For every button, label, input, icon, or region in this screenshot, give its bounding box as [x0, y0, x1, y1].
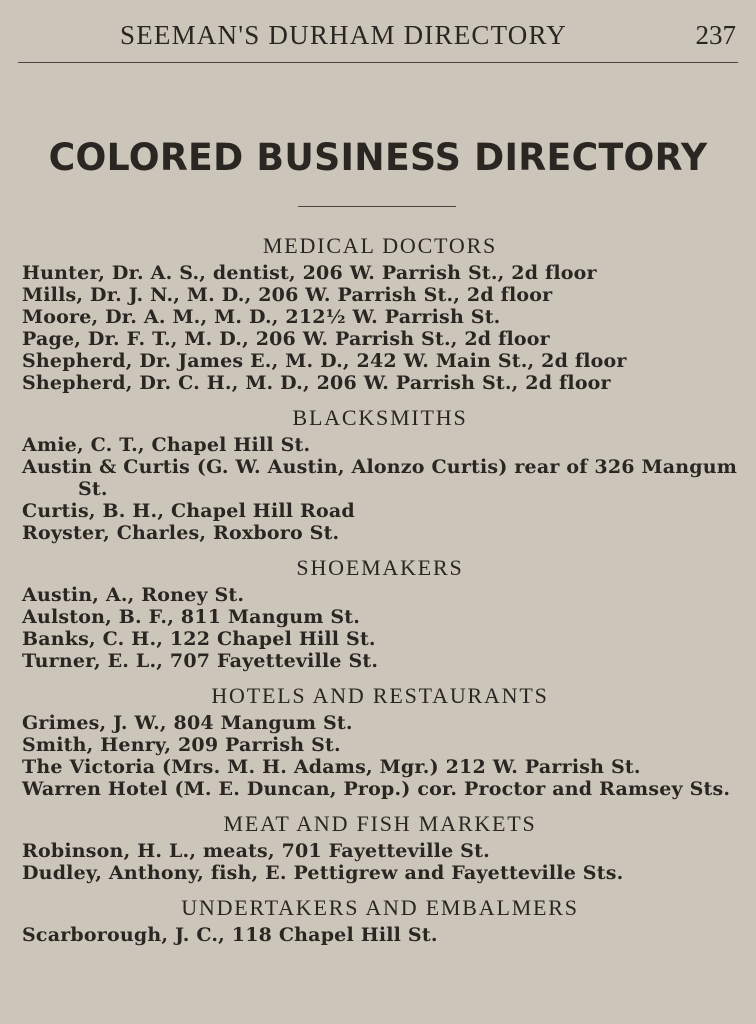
- running-title: SEEMAN'S DURHAM DIRECTORY: [120, 20, 567, 50]
- section-heading: SHOEMAKERS: [296, 555, 464, 580]
- list-item: Smith, Henry, 209 Parrish St.: [22, 734, 341, 756]
- list-item: Austin & Curtis (G. W. Austin, Alonzo Curtis) rear of 326 Mangum St.: [22, 456, 738, 500]
- section-heading: MEDICAL DOCTORS: [262, 233, 498, 258]
- section-heading: UNDERTAKERS AND EMBALMERS: [181, 895, 579, 920]
- list-item: Curtis, B. H., Chapel Hill Road: [22, 500, 355, 522]
- page-title: COLORED BUSINESS DIRECTORY: [48, 136, 708, 179]
- list-item: Shepherd, Dr. James E., M. D., 242 W. Main St., 2d floor: [22, 350, 627, 372]
- list-item: Dudley, Anthony, fish, E. Pettigrew and Fayetteville Sts.: [22, 862, 624, 884]
- section-heading: BLACKSMITHS: [292, 405, 468, 430]
- list-item: Robinson, H. L., meats, 701 Fayetteville St.: [22, 840, 490, 862]
- list-item: Royster, Charles, Roxboro St.: [22, 522, 340, 544]
- page-number: 237: [695, 20, 736, 50]
- list-item: Mills, Dr. J. N., M. D., 206 W. Parrish St., 2d floor: [22, 284, 553, 306]
- list-item: The Victoria (Mrs. M. H. Adams, Mgr.) 212 W. Parrish St.: [22, 756, 641, 778]
- list-item: Hunter, Dr. A. S., dentist, 206 W. Parrish St., 2d floor: [22, 262, 597, 284]
- list-item: Amie, C. T., Chapel Hill St.: [22, 434, 311, 456]
- list-item: Warren Hotel (M. E. Duncan, Prop.) cor. Proctor and Ramsey Sts.: [22, 778, 731, 800]
- running-head: [18, 18, 738, 63]
- title-rule: [298, 206, 456, 207]
- list-item: Turner, E. L., 707 Fayetteville St.: [22, 650, 379, 672]
- list-item: Scarborough, J. C., 118 Chapel Hill St.: [22, 924, 438, 946]
- section-heading: MEAT AND FISH MARKETS: [223, 811, 537, 836]
- list-item: Banks, C. H., 122 Chapel Hill St.: [22, 628, 376, 650]
- list-item: Shepherd, Dr. C. H., M. D., 206 W. Parrish St., 2d floor: [22, 372, 611, 394]
- section-undertakers-and-embalmers: [22, 892, 738, 946]
- section-meat-and-fish-markets: [22, 808, 738, 884]
- list-item: Aulston, B. F., 811 Mangum St.: [22, 606, 361, 628]
- section-hotels-and-restaurants: [22, 680, 738, 800]
- section-heading: HOTELS AND RESTAURANTS: [211, 683, 549, 708]
- list-item: Austin, A., Roney St.: [22, 584, 245, 606]
- section-shoemakers: [22, 552, 738, 672]
- list-item: Page, Dr. F. T., M. D., 206 W. Parrish St., 2d floor: [22, 328, 550, 350]
- section-medical-doctors: [22, 230, 738, 394]
- directory-content: [22, 230, 738, 946]
- list-item: Grimes, J. W., 804 Mangum St.: [22, 712, 353, 734]
- section-blacksmiths: [22, 402, 738, 544]
- list-item: Moore, Dr. A. M., M. D., 212½ W. Parrish St.: [22, 306, 501, 328]
